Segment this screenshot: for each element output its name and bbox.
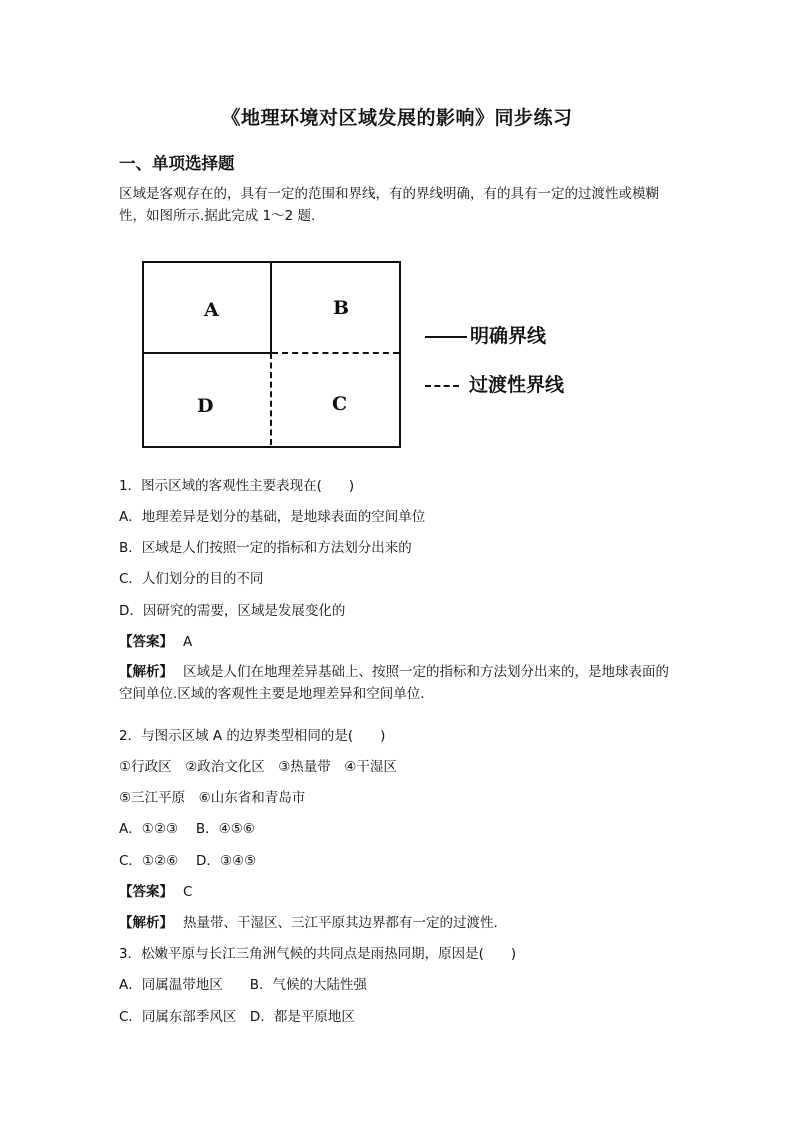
- q3-stem: 3．松嫩平原与长江三角洲气候的共同点是雨热同期，原因是( ): [119, 946, 517, 962]
- q3-options-line1: A．同属温带地区 B．气候的大陆性强: [119, 977, 367, 993]
- section-heading: 一、单项选择题: [119, 154, 235, 173]
- q2-options-line2: C．①②⑥ D．③④⑤: [119, 853, 257, 869]
- analysis-label: 【解析】: [119, 664, 173, 680]
- q2-stem: 2．与图示区域 A 的边界类型相同的是( ): [119, 728, 386, 744]
- region-label-c: C: [332, 393, 348, 415]
- q3-options-line2: C．同属东部季风区 D．都是平原地区: [119, 1009, 355, 1025]
- q1-option-a: A．地理差异是划分的基础，是地球表面的空间单位: [119, 509, 426, 525]
- transitional-boundary-vertical: [270, 353, 272, 445]
- answer-label: 【答案】: [119, 634, 173, 650]
- q2-items-line2: ⑤三江平原 ⑥山东省和青岛市: [119, 790, 306, 806]
- region-label-b: B: [333, 297, 350, 319]
- analysis-text: 区域是人们在地理差异基础上、按照一定的指标和方法划分出来的，是地球表面的空间单位.区域的客观性主要是地理差异和空间单位.: [119, 664, 669, 702]
- intro-paragraph: 区域是客观存在的，具有一定的范围和界线，有的界线明确，有的具有一定的过渡性或模糊性，如图所示.据此完成 1～2 题.: [119, 186, 659, 224]
- legend-transitional-boundary: [425, 370, 564, 397]
- q1-answer: [119, 632, 192, 652]
- legend-transitional-label: 过渡性界线: [469, 374, 565, 396]
- legend-clear-label: 明确界线: [470, 325, 547, 347]
- analysis-text: 热量带、干湿区、三江平原其边界都有一定的过渡性.: [183, 915, 498, 931]
- region-label-a: A: [204, 299, 219, 321]
- legend-clear-boundary: [425, 321, 546, 348]
- q2-options-line1: A．①②③ B．④⑤⑥: [119, 821, 255, 837]
- answer-value: A: [183, 634, 193, 650]
- clear-boundary-horizontal: [142, 352, 272, 354]
- region-label-d: D: [197, 395, 214, 417]
- q1-stem: 1．图示区域的客观性主要表现在( ): [119, 478, 355, 494]
- clear-boundary-vertical: [270, 261, 272, 353]
- q1-option-b: B．区域是人们按照一定的指标和方法划分出来的: [119, 540, 412, 556]
- answer-label: 【答案】: [119, 884, 173, 900]
- q1-option-c: C．人们划分的目的不同: [119, 571, 264, 587]
- answer-value: C: [183, 884, 193, 900]
- page-title: 《地理环境对区域发展的影响》同步练习: [221, 107, 573, 129]
- solid-line-symbol: [425, 336, 467, 338]
- q1-analysis: [119, 661, 679, 705]
- region-boundary-diagram: [142, 261, 400, 447]
- dashed-line-symbol: [425, 385, 459, 387]
- analysis-label: 【解析】: [119, 915, 173, 931]
- q2-answer: [119, 882, 192, 902]
- q2-analysis: [119, 913, 498, 933]
- q1-option-d: D．因研究的需要，区域是发展变化的: [119, 603, 346, 619]
- transitional-boundary-horizontal: [272, 352, 399, 354]
- q2-items-line1: ①行政区 ②政治文化区 ③热量带 ④干湿区: [119, 759, 397, 775]
